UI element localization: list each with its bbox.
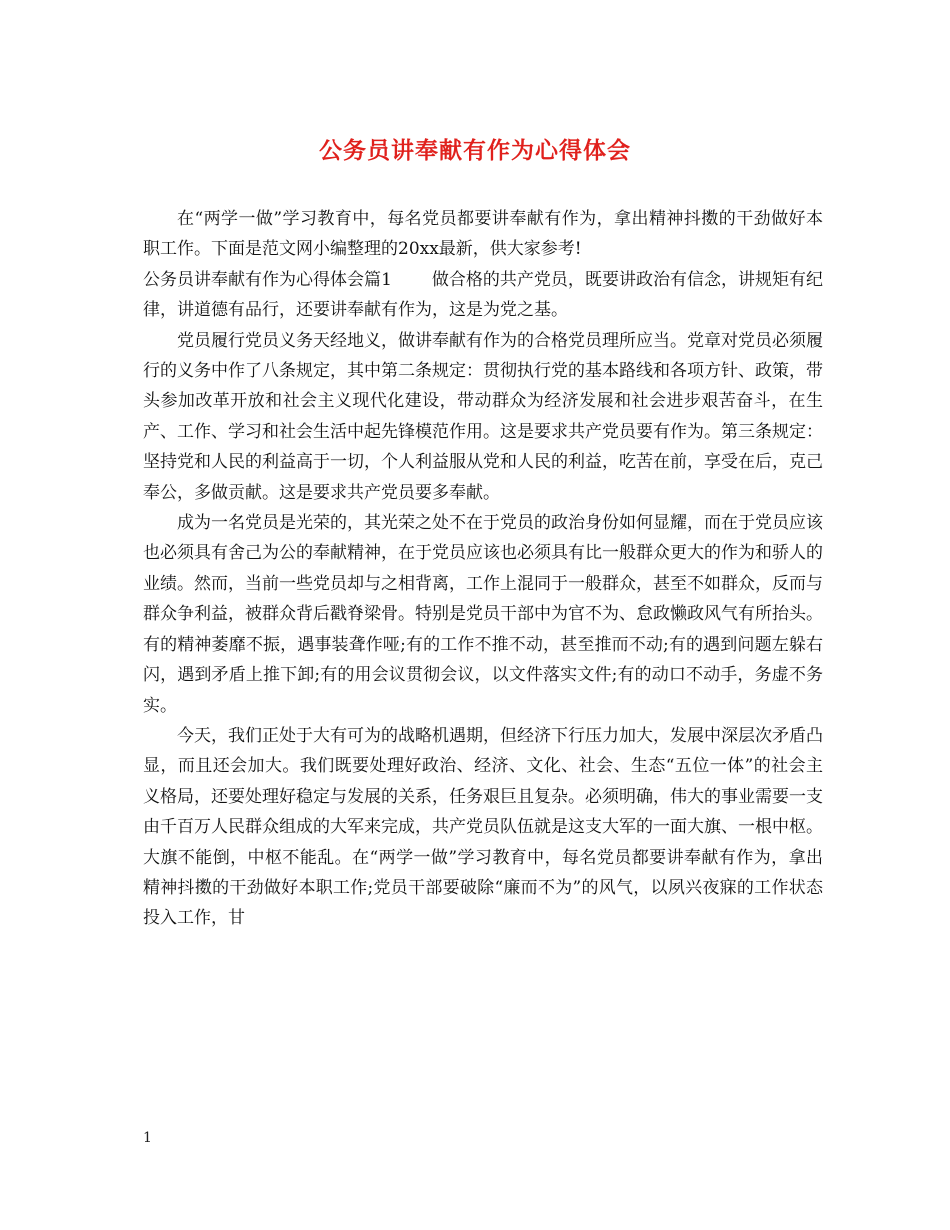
section-first-text: 做合格的共产党员，既要讲政治有信念，讲规矩有纪律，讲道德有品行，还要讲奉献有作为，这是为党之基。 (143, 269, 823, 321)
body-paragraph-1: 党员履行党员义务天经地义，做讲奉献有作为的合格党员理所应当。党章对党员必须履行的义务中作了八条规定，其中第二条规定：贯彻执行党的基本路线和各项方针、政策，带头参加改革开放和社会主义现代化建设，带动群众为经济发展和社会进步艰苦奋斗，在生产、工作、学习和社会生活中起先锋模范作用。这是要求共产党员要有作为。第三条规定：坚持党和人民的利益高于一切，个人利益服从党和人民的利益，吃苦在前，享受在后，克己奉公，多做贡献。这是要求共产党员要多奉献。 (143, 330, 823, 503)
document-body (143, 204, 823, 934)
section-heading: 公务员讲奉献有作为心得体会篇1 (143, 269, 392, 290)
intro-paragraph: 在“两学一做”学习教育中，每名党员都要讲奉献有作为，拿出精神抖擞的干劲做好本职工作。下面是范文网小编整理的20xx最新，供大家参考! (143, 209, 823, 260)
body-paragraph-3: 今天，我们正处于大有可为的战略机遇期，但经济下行压力加大，发展中深层次矛盾凸显，而且还会加大。我们既要处理好政治、经济、文化、社会、生态“五位一体”的社会主义格局，还要处理好稳定与发展的关系，任务艰巨且复杂。必须明确，伟大的事业需要一支由千百万人民群众组成的大军来完成，共产党员队伍就是这支大军的一面大旗、一根中枢。大旗不能倒，中枢不能乱。在“两学一做”学习教育中，每名党员都要讲奉献有作为，拿出精神抖擞的干劲做好本职工作;党员干部要破除“廉而不为”的风气，以夙兴夜寐的工作状态投入工作，甘 (143, 725, 823, 929)
page-number: 1 (143, 1130, 152, 1146)
section-paragraph (143, 265, 823, 326)
document-title: 公务员讲奉献有作为心得体会 (319, 137, 631, 164)
body-paragraph-2: 成为一名党员是光荣的，其光荣之处不在于党员的政治身份如何显耀，而在于党员应该也必须具有舍己为公的奉献精神，在于党员应该也必须具有比一般群众更大的作为和骄人的业绩。然而，当前一些党员却与之相背离，工作上混同于一般群众，甚至不如群众，反而与群众争利益，被群众背后戳脊梁骨。特别是党员干部中为官不为、怠政懒政风气有所抬头。有的精神萎靡不振，遇事装聋作哑;有的工作不推不动，甚至推而不动;有的遇到问题左躲右闪，遇到矛盾上推下卸;有的用会议贯彻会议，以文件落实文件;有的动口不动手，务虚不务实。 (143, 513, 823, 716)
